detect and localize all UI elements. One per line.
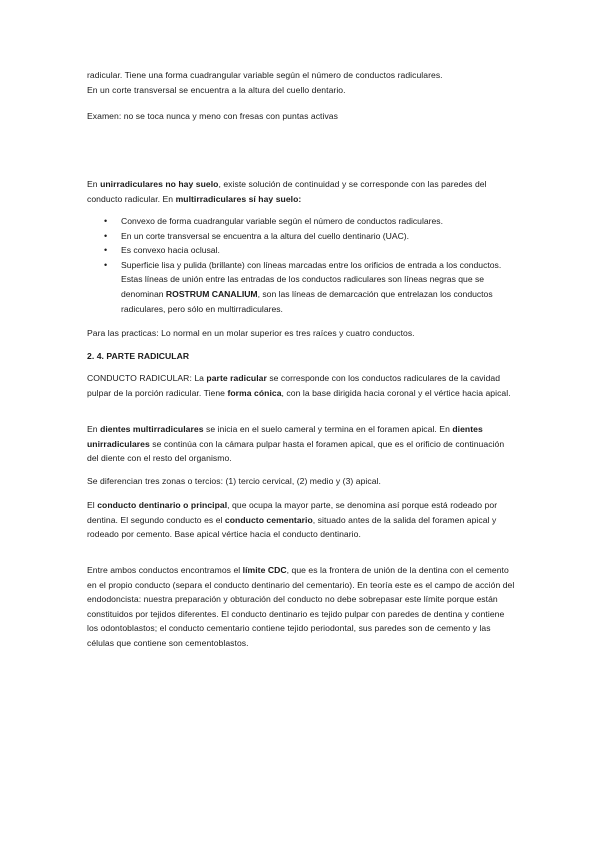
bullet-icon: • xyxy=(104,230,108,241)
paragraph-camara-end xyxy=(87,68,515,97)
paragraph-conducto-radicular: CONDUCTO RADICULAR: La parte radicular se corresponde con los conductos radiculares de la cavidad pulpar de la porción radicular. Tiene forma cónica, con la base dirigida hacia coronal y el vértice hacia apical. xyxy=(87,373,511,398)
section-heading: 2. 4. PARTE RADICULAR xyxy=(87,351,190,361)
list-item: • Convexo de forma cuadrangular variable según el número de conductos radiculares. xyxy=(87,214,515,229)
paragraph-examen: Examen: no se toca nunca y meno con fresas con puntas activas xyxy=(87,111,338,121)
paragraph-tercios: Se diferencian tres zonas o tercios: (1) tercio cervical, (2) medio y (3) apical. xyxy=(87,476,381,486)
paragraph-suelo: En unirradiculares no hay suelo, existe solución de continuidad y se corresponde con las paredes del conducto radicular. En multirradiculares sí hay suelo: xyxy=(87,179,487,204)
paragraph-limite-cdc: Entre ambos conductos encontramos el límite CDC, que es la frontera de unión de la dentina con el cemento en el propio conducto (separa el conducto dentinario del cementario). En teoría este es el campo de acción del endodoncista: nuestra preparación y obturación del conducto no debe sobrepasar este límite porque están constituidos por tejidos diferentes. El conducto dentinario es tejido pulpar con paredes de dentina y contiene los odontoblastos; el conducto cementario contiene tejido periodontal, sus paredes son de cemento y las células que contiene son cementoblastos. xyxy=(87,565,515,648)
suelo-bullet-list xyxy=(87,214,515,316)
list-item: • Superficie lisa y pulida (brillante) con líneas marcadas entre los orificios de entrada a los conductos. Estas líneas de unión entre las entradas de los conductos radiculares son líneas negras que se denominan ROSTRUM CANALIUM, son las líneas de demarcación que entrelazan los conductos radiculares, pero sólo en multirradiculares. xyxy=(104,259,502,314)
paragraph-dientes: En dientes multirradiculares se inicia en el suelo cameral y termina en el foramen apical. En dientes unirradiculares se continúa con la cámara pulpar hasta el foramen apical, que es el orificio de continuación del diente con el resto del organismo. xyxy=(87,424,505,464)
bullet-icon: • xyxy=(104,245,108,256)
text-line: radicular. Tiene una forma cuadrangular variable según el número de conductos radiculares. xyxy=(87,70,443,80)
text-line: En un corte transversal se encuentra a la altura del cuello dentario. xyxy=(87,84,346,95)
list-item: • Es convexo hacia oclusal. xyxy=(87,243,515,258)
paragraph-conducto-dentinario: El conducto dentinario o principal, que ocupa la mayor parte, se denomina así porque está rodeado por dentina. El segundo conducto es el conducto cementario, situado antes de la salida del foramen apical y rodeado por cemento. Base apical vértice hacia el conducto dentinario. xyxy=(87,500,498,540)
bullet-icon: • xyxy=(104,259,108,270)
list-item: • En un corte transversal se encuentra a la altura del cuello dentinario (UAC). xyxy=(87,229,515,244)
paragraph-practicas: Para las practicas: Lo normal en un molar superior es tres raíces y cuatro conductos. xyxy=(87,328,415,338)
bullet-icon: • xyxy=(104,216,108,226)
